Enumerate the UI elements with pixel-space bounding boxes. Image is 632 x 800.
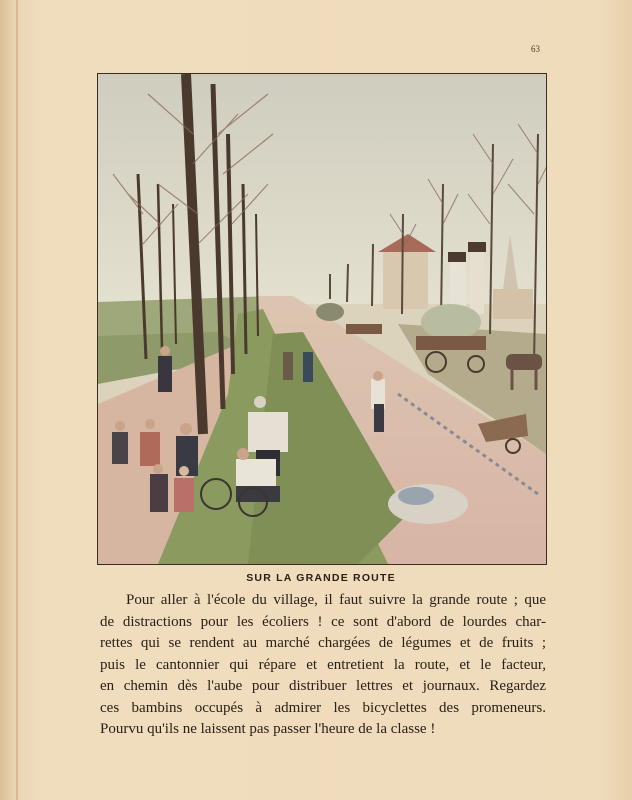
illustration-caption: SUR LA GRANDE ROUTE [246,572,396,584]
paragraph-line: Pour aller à l'école du village, il faut suivre la grande route ; que [126,592,546,608]
page-number: 63 [531,44,540,54]
paragraph-line: rettes qui se rendent au marché chargées de légumes et de fruits ; [100,635,546,651]
paragraph-line: de distractions pour les écoliers ! ce sont d'abord de lourdes char- [100,613,546,630]
road-illustration [97,73,547,565]
illustration-drawing [98,74,546,564]
paragraph-line: ces bambins occupés à admirer les bicyclettes des promeneurs. [100,699,546,716]
paragraph-line: en chemin dès l'aube pour distribuer lettres et journaux. Regardez [100,678,546,694]
page-binding-edge [16,0,18,800]
paragraph-line: Pourvu qu'ils ne laissent pas passer l'heure de la classe ! [100,721,436,737]
body-paragraph [100,590,546,741]
paragraph-line: puis le cantonnier qui répare et entretient la route, et le facteur, [100,656,546,673]
